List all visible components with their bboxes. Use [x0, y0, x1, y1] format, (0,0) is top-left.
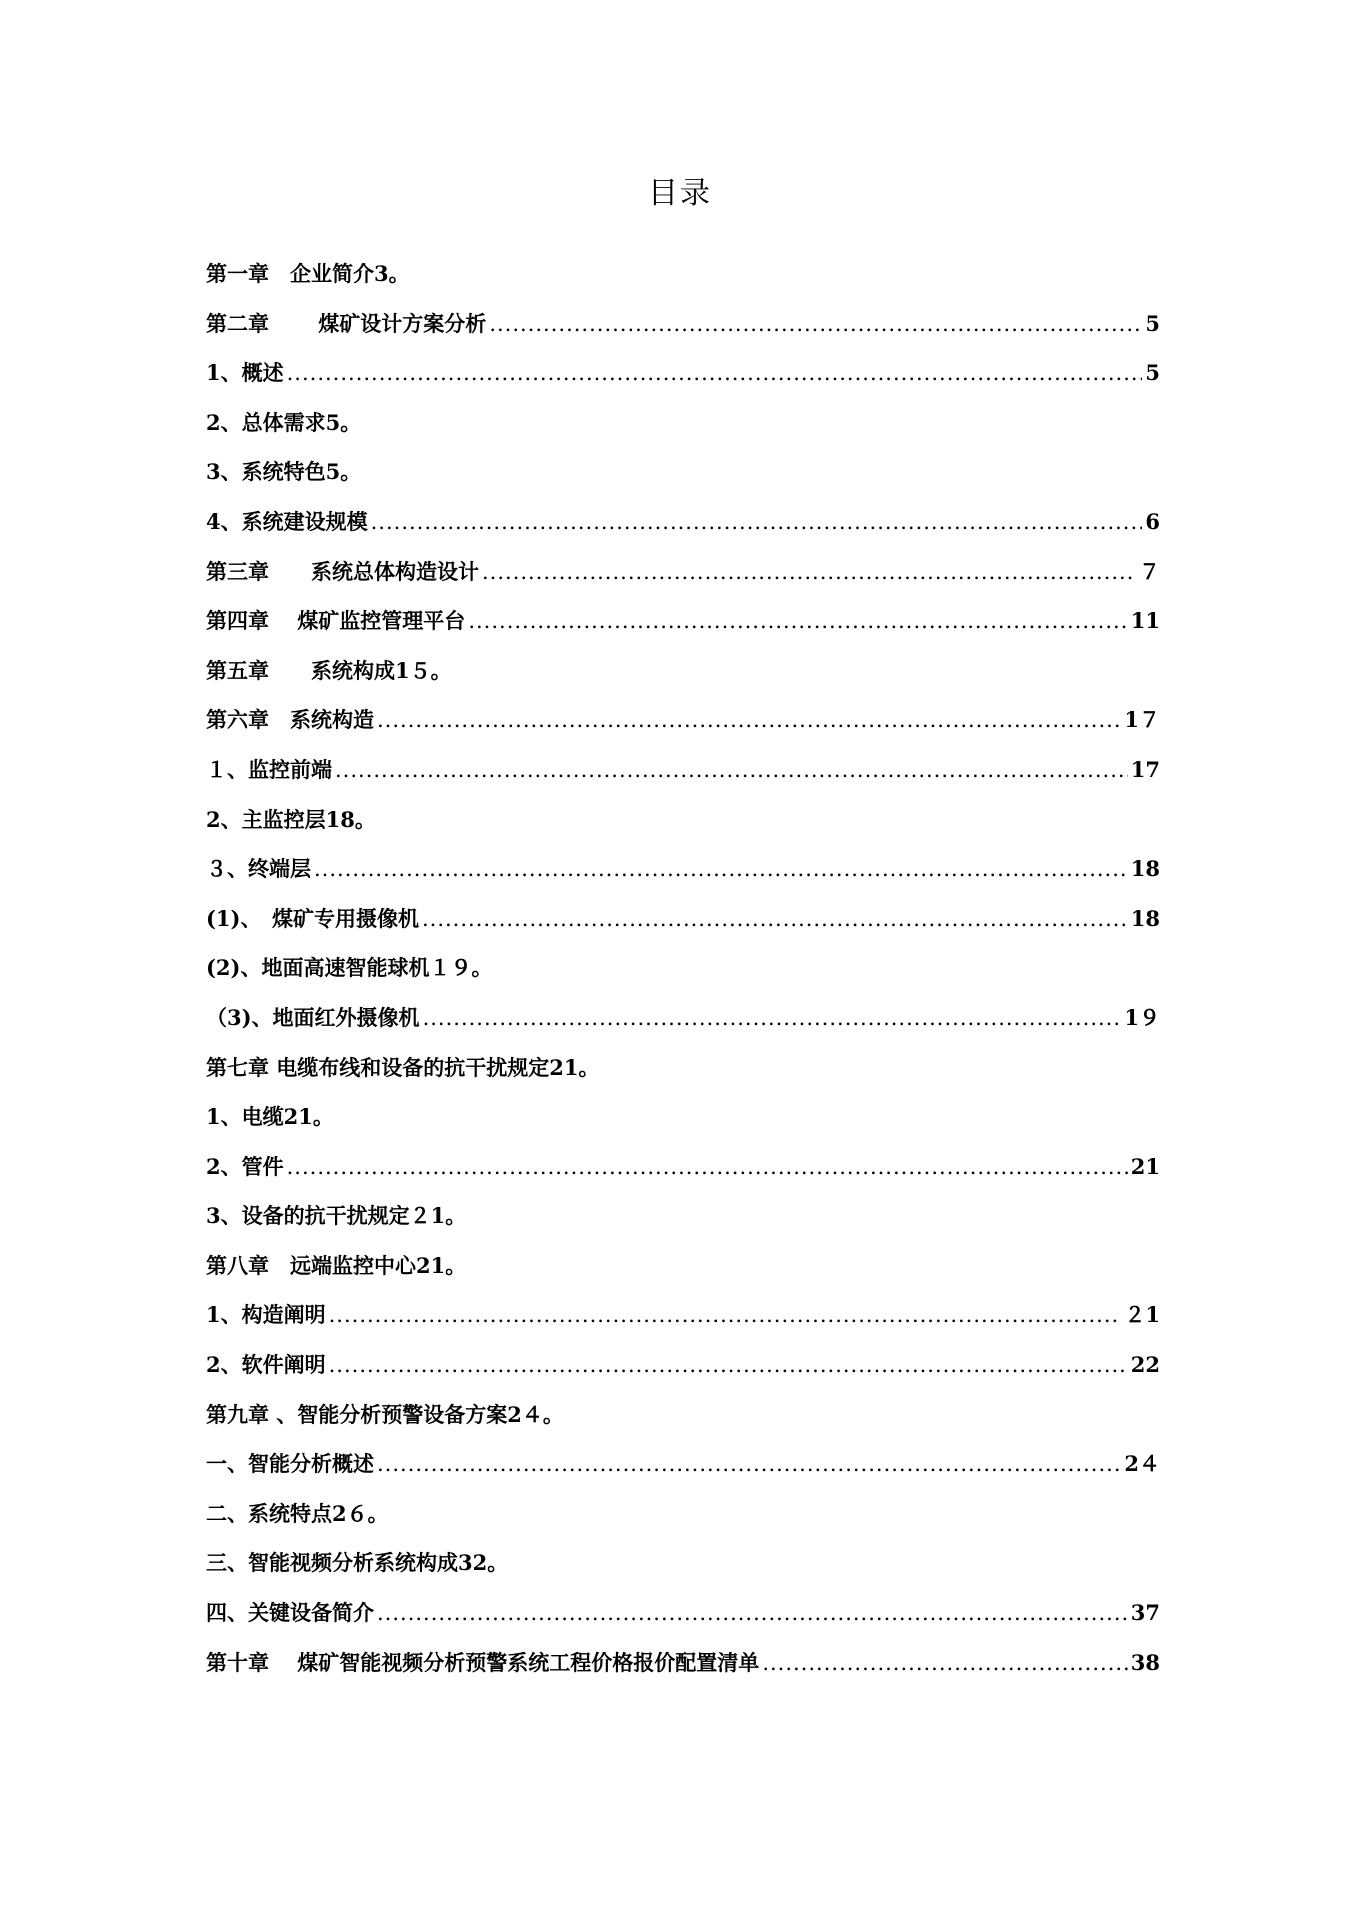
- toc-dot-leader: [329, 1353, 1128, 1377]
- toc-entry: [206, 1498, 1160, 1548]
- toc-entry-page-number: 6: [1145, 508, 1160, 534]
- toc-entry: [206, 308, 1160, 358]
- toc-entry-label: 第一章 企业简介3。: [206, 261, 410, 286]
- toc-entry-label: 第七章 电缆布线和设备的抗干扰规定21。: [206, 1054, 600, 1080]
- toc-entry: [206, 258, 1160, 308]
- toc-dot-leader: [377, 1601, 1128, 1625]
- toc-entry-label: 3、设备的抗干扰规定２1。: [206, 1203, 467, 1229]
- toc-dot-leader: [329, 1303, 1122, 1327]
- toc-entry: [206, 655, 1160, 705]
- toc-dot-leader: [482, 560, 1136, 584]
- toc-entry: [206, 1200, 1160, 1250]
- toc-entry: [206, 605, 1160, 655]
- toc-entry-label: 第五章 系统构成1５。: [206, 657, 452, 683]
- toc-dot-leader: [287, 361, 1143, 385]
- toc-entry-page-number: ７: [1139, 558, 1160, 584]
- toc-entry-label: 一、智能分析概述: [206, 1451, 374, 1477]
- toc-entry: [206, 1250, 1160, 1300]
- toc-entry-label: 3、系统特色5。: [206, 459, 362, 485]
- toc-entry-page-number: 5: [1145, 360, 1160, 386]
- toc-entry: [206, 903, 1160, 953]
- toc-dot-leader: [335, 758, 1128, 782]
- toc-entry-label: 第二章 煤矿设计方案分析: [206, 310, 487, 336]
- toc-entry: [206, 407, 1160, 457]
- toc-entry-page-number: 38: [1130, 1649, 1160, 1675]
- toc-entry-label: 第三章 系统总体构造设计: [206, 558, 479, 584]
- toc-entry: [206, 506, 1160, 556]
- toc-dot-leader: [377, 1452, 1121, 1476]
- toc-entry-label: 2、主监控层18。: [206, 806, 376, 832]
- toc-entry-label: 第十章 煤矿智能视频分析预警系统工程价格报价配置清单: [206, 1649, 760, 1675]
- toc-entry: [206, 1299, 1160, 1349]
- toc-entry-page-number: 1７: [1124, 707, 1160, 733]
- toc-entry-page-number: ２1: [1124, 1302, 1160, 1328]
- toc-entry: [206, 1399, 1160, 1449]
- toc-entry: [206, 1002, 1160, 1052]
- toc-entry-page-number: 1９: [1124, 1004, 1160, 1030]
- toc-entry-label: 1、构造阐明: [206, 1302, 326, 1328]
- toc-entry-label: (1)、 煤矿专用摄像机: [206, 905, 419, 931]
- toc-entry: [206, 556, 1160, 606]
- toc-entry-label: 第四章 煤矿监控管理平台: [206, 608, 466, 634]
- toc-entry-label: 1、概述: [206, 360, 284, 386]
- toc-entry: [206, 1101, 1160, 1151]
- toc-entry: [206, 357, 1160, 407]
- toc-dot-leader: [468, 609, 1127, 633]
- toc-entry-label: 2、管件: [206, 1153, 284, 1179]
- toc-entry: [206, 1647, 1160, 1697]
- toc-dot-leader: [377, 708, 1121, 732]
- toc-entry-page-number: 37: [1130, 1600, 1160, 1626]
- toc-entry: [206, 1052, 1160, 1102]
- toc-entry-page-number: 2４: [1124, 1451, 1160, 1477]
- toc-entry-label: （3)、地面红外摄像机: [206, 1004, 420, 1030]
- toc-entry-page-number: 17: [1130, 756, 1160, 782]
- toc-entry-page-number: 5: [1145, 310, 1160, 336]
- toc-dot-leader: [762, 1651, 1127, 1675]
- toc-entry: [206, 952, 1160, 1002]
- toc-entry: [206, 1448, 1160, 1498]
- toc-entry-label: 第八章 远端监控中心21。: [206, 1252, 467, 1278]
- toc-entry-label: 第六章 系统构造: [206, 707, 374, 733]
- toc-entry-label: 三、智能视频分析系统构成32。: [206, 1550, 509, 1576]
- toc-entry: [206, 1349, 1160, 1399]
- toc-entry-page-number: 22: [1130, 1352, 1160, 1378]
- toc-entry: [206, 754, 1160, 804]
- toc-entry: [206, 456, 1160, 506]
- toc-entry: [206, 804, 1160, 854]
- toc-entry-label: 2、总体需求5。: [206, 409, 362, 435]
- toc-title: 目录: [648, 176, 712, 211]
- toc-entry-label: 第九章 、智能分析预警设备方案2４。: [206, 1401, 564, 1427]
- toc-entry: [206, 1597, 1160, 1647]
- toc-entry-page-number: 18: [1130, 856, 1160, 882]
- toc-entry: [206, 853, 1160, 903]
- toc-entry: [206, 704, 1160, 754]
- toc-dot-leader: [423, 1006, 1122, 1030]
- toc-dot-leader: [371, 510, 1143, 534]
- toc-entry-label: 2、软件阐明: [206, 1352, 326, 1378]
- toc-entry-label: 二、系统特点2６。: [206, 1500, 389, 1526]
- toc-entry-label: １、监控前端: [206, 756, 332, 782]
- toc-list: [206, 258, 1160, 1696]
- toc-dot-leader: [314, 857, 1128, 881]
- toc-entry-page-number: 18: [1130, 905, 1160, 931]
- toc-entry-label: 4、系统建设规模: [206, 508, 368, 534]
- toc-entry: [206, 1547, 1160, 1597]
- toc-dot-leader: [287, 1155, 1128, 1179]
- toc-entry-page-number: 21: [1130, 1153, 1160, 1179]
- toc-entry: [206, 1151, 1160, 1201]
- toc-dot-leader: [422, 907, 1128, 931]
- toc-entry-page-number: 11: [1130, 608, 1160, 634]
- toc-entry-label: 四、关键设备简介: [206, 1600, 374, 1626]
- toc-dot-leader: [489, 312, 1142, 336]
- toc-entry-label: ３、终端层: [206, 856, 311, 882]
- toc-entry-label: (2)、地面高速智能球机１９。: [206, 955, 493, 981]
- toc-entry-label: 1、电缆21。: [206, 1104, 334, 1130]
